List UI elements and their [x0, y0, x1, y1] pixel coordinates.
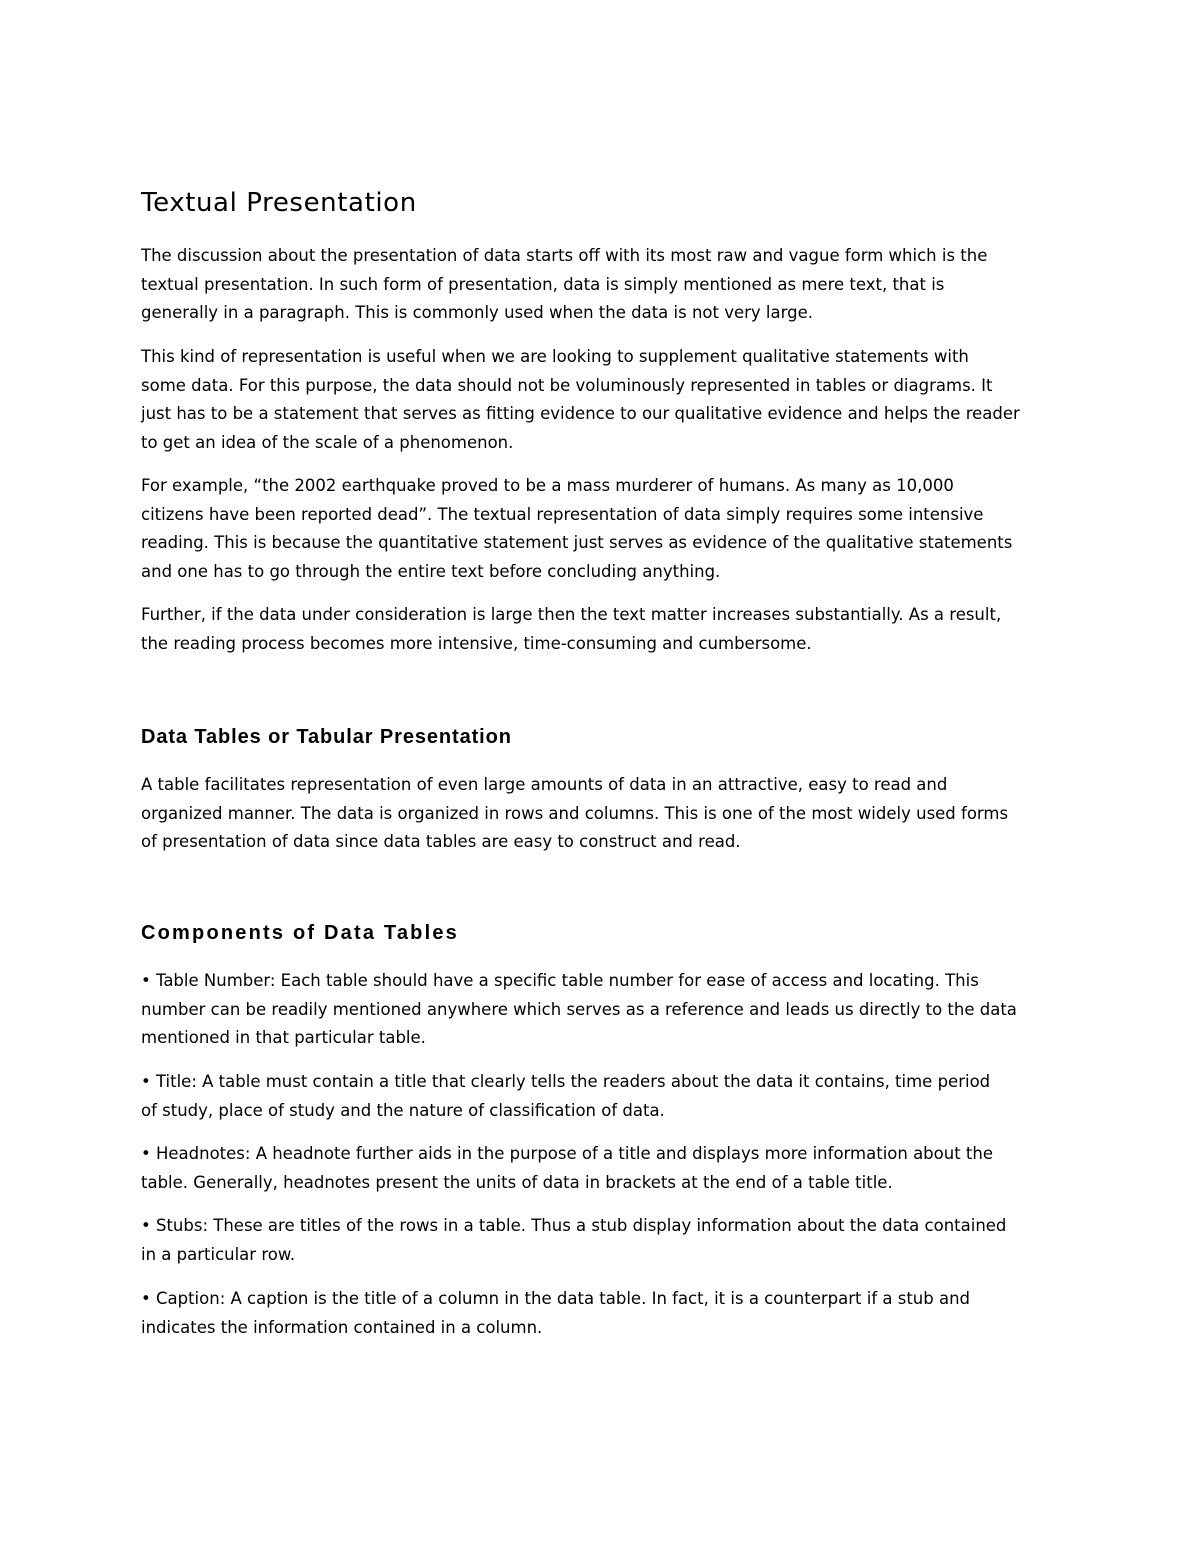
- text-line: to get an idea of the scale of a phenomenon.: [141, 432, 514, 452]
- text-line: generally in a paragraph. This is commonly used when the data is not very large.: [141, 303, 813, 323]
- text-line: number can be readily mentioned anywhere which serves as a reference and leads us directly to the data: [141, 999, 1017, 1019]
- list-item-table-number: [141, 967, 1066, 1053]
- text-line: table. Generally, headnotes present the units of data in brackets at the end of a table title.: [141, 1172, 893, 1192]
- text-line: • Stubs: These are titles of the rows in a table. Thus a stub display information about the data contained: [141, 1216, 1007, 1235]
- text-line: the reading process becomes more intensive, time-consuming and cumbersome.: [141, 633, 812, 653]
- text-line: For example, “the 2002 earthquake proved to be a mass murderer of humans. As many as 10,000: [141, 476, 954, 495]
- text-line: reading. This is because the quantitative statement just serves as evidence of the qualitative statements: [141, 533, 1013, 553]
- paragraph-textual-4: [141, 601, 1066, 658]
- paragraph-textual-3: [141, 472, 1066, 586]
- paragraph-tabular-1: [141, 771, 1066, 857]
- text-line: citizens have been reported dead”. The textual representation of data simply requires some intensive: [141, 504, 984, 524]
- list-item-stubs: [141, 1212, 1066, 1269]
- text-line: of presentation of data since data tables are easy to construct and read.: [141, 832, 741, 852]
- text-line: just has to be a statement that serves as fitting evidence to our qualitative evidence and helps the reader: [141, 404, 1020, 424]
- text-line: • Headnotes: A headnote further aids in the purpose of a title and displays more information about the: [141, 1144, 994, 1163]
- text-line: Further, if the data under consideration is large then the text matter increases substantially. As a result,: [141, 605, 1002, 624]
- list-item-caption: [141, 1285, 1066, 1342]
- text-line: The discussion about the presentation of data starts off with its most raw and vague form which is the: [141, 246, 988, 265]
- text-line: • Title: A table must contain a title that clearly tells the readers about the data it contains, time period: [141, 1072, 991, 1091]
- text-line: of study, place of study and the nature of classification of data.: [141, 1100, 665, 1120]
- text-line: and one has to go through the entire text before concluding anything.: [141, 561, 721, 581]
- paragraph-textual-1: [141, 242, 1066, 328]
- list-item-headnotes: [141, 1140, 1066, 1197]
- list-item-title: [141, 1068, 1066, 1125]
- text-line: organized manner. The data is organized in rows and columns. This is one of the most widely used forms: [141, 803, 1009, 823]
- text-line: A table facilitates representation of even large amounts of data in an attractive, easy to read and: [141, 775, 948, 794]
- text-line: some data. For this purpose, the data should not be voluminously represented in tables or diagrams. It: [141, 375, 993, 395]
- text-line: indicates the information contained in a column.: [141, 1317, 543, 1337]
- text-line: • Caption: A caption is the title of a column in the data table. In fact, it is a counterpart if a stub and: [141, 1289, 971, 1308]
- text-line: This kind of representation is useful when we are looking to supplement qualitative statements with: [141, 347, 969, 366]
- paragraph-textual-2: [141, 343, 1066, 457]
- heading-components-of-data-tables: Components of Data Tables: [141, 922, 459, 944]
- text-line: textual presentation. In such form of presentation, data is simply mentioned as mere text, that is: [141, 274, 945, 294]
- text-line: • Table Number: Each table should have a specific table number for ease of access and locating. This: [141, 971, 979, 990]
- text-line: in a particular row.: [141, 1244, 296, 1264]
- heading-tabular-presentation: Data Tables or Tabular Presentation: [141, 726, 512, 748]
- heading-textual-presentation: Textual Presentation: [141, 188, 417, 218]
- text-line: mentioned in that particular table.: [141, 1028, 426, 1048]
